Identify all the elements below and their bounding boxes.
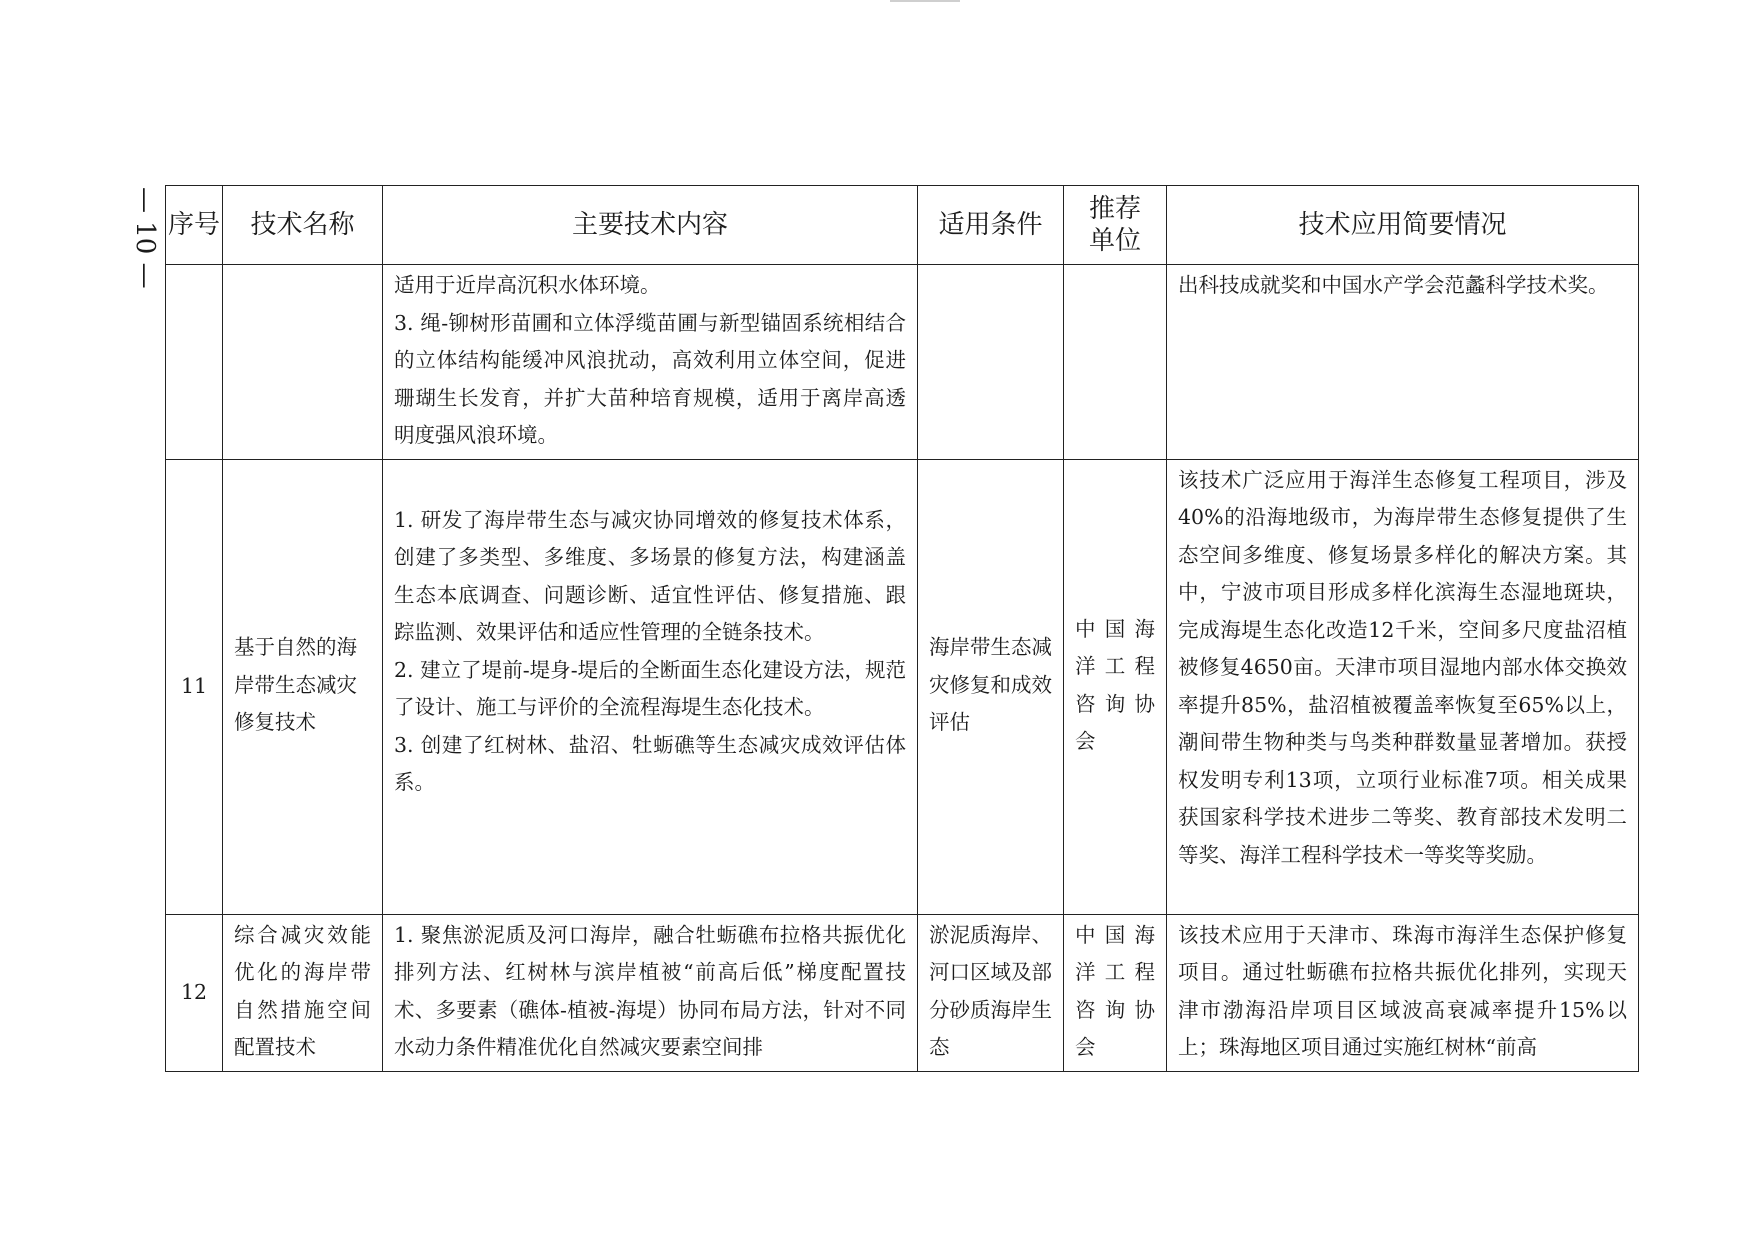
top-edge-mark: [890, 0, 960, 2]
content-paragraph: 3. 创建了红树林、盐沼、牡蛎礁等生态减灾成效评估体系。: [394, 732, 906, 794]
cell-content: [383, 265, 918, 460]
header-conditions: 适用条件: [918, 186, 1064, 265]
cell-recommender: 中国海洋工程咨询协会: [1064, 914, 1167, 1071]
header-content: 主要技术内容: [383, 186, 918, 265]
cell-seq: 11: [166, 459, 223, 914]
cell-seq: [166, 265, 223, 460]
table-row: [166, 459, 1639, 914]
cell-application: 出科技成就奖和中国水产学会范蠡科学技术奖。: [1167, 265, 1639, 460]
content-paragraph: 3. 绳-铆树形苗圃和立体浮缆苗圃与新型锚固系统相结合的立体结构能缓冲风浪扰动，高效利用立体空间，促进珊瑚生长发育，并扩大苗种培育规模，适用于离岸高透明度强风浪环境。: [394, 310, 906, 447]
header-seq: 序号: [166, 186, 223, 265]
cell-content: [383, 914, 918, 1071]
table-row: [166, 265, 1639, 460]
content-paragraph: 1. 聚焦淤泥质及河口海岸，融合牡蛎礁布拉格共振优化排列方法、红树林与滨岸植被“前高后低”梯度配置技术、多要素（礁体-植被-海堤）协同布局方法，针对不同水动力条件精准优化自然减灾要素空间排: [394, 922, 906, 1059]
cell-seq: 12: [166, 914, 223, 1071]
cell-content: [383, 459, 918, 914]
content-paragraph: 1. 研发了海岸带生态与减灾协同增效的修复技术体系，创建了多类型、多维度、多场景的修复方法，构建涵盖生态本底调查、问题诊断、适宜性评估、修复措施、跟踪监测、效果评估和适应性管理的全链条技术。: [394, 507, 906, 644]
cell-name: 基于自然的海岸带生态减灾修复技术: [223, 459, 383, 914]
cell-name: [223, 265, 383, 460]
header-name: 技术名称: [223, 186, 383, 265]
page-number: — 10 —: [130, 187, 160, 289]
cell-conditions: 海岸带生态减灾修复和成效评估: [918, 459, 1064, 914]
content-paragraph: 适用于近岸高沉积水体环境。: [394, 273, 661, 297]
cell-conditions: [918, 265, 1064, 460]
cell-recommender: 中国海洋工程咨询协会: [1064, 459, 1167, 914]
cell-recommender: [1064, 265, 1167, 460]
cell-application: 该技术应用于天津市、珠海市海洋生态保护修复项目。通过牡蛎礁布拉格共振优化排列，实现天津市渤海沿岸项目区域波高衰减率提升15%以上；珠海地区项目通过实施红树林“前高: [1167, 914, 1639, 1071]
cell-name: 综合减灾效能优化的海岸带自然措施空间配置技术: [223, 914, 383, 1071]
header-row: [166, 186, 1639, 265]
header-application: 技术应用简要情况: [1167, 186, 1639, 265]
cell-conditions: 淤泥质海岸、河口区域及部分砂质海岸生态: [918, 914, 1064, 1071]
technology-table: [165, 185, 1639, 1072]
header-recommender: 推荐单位: [1064, 186, 1167, 265]
content-paragraph: 2. 建立了堤前-堤身-堤后的全断面生态化建设方法，规范了设计、施工与评价的全流程海堤生态化技术。: [394, 657, 906, 719]
cell-application: 该技术广泛应用于海洋生态修复工程项目，涉及40%的沿海地级市，为海岸带生态修复提供了生态空间多维度、修复场景多样化的解决方案。其中，宁波市项目形成多样化滨海生态湿地斑块，完成海堤生态化改造12千米，空间多尺度盐沼植被修复4650亩。天津市项目湿地内部水体交换效率提升85%，盐沼植被覆盖率恢复至65%以上，潮间带生物种类与鸟类种群数量显著增加。获授权发明专利13项，立项行业标准7项。相关成果获国家科学技术进步二等奖、教育部技术发明二等奖、海洋工程科学技术一等奖等奖励。: [1167, 459, 1639, 914]
table-row: [166, 914, 1639, 1071]
